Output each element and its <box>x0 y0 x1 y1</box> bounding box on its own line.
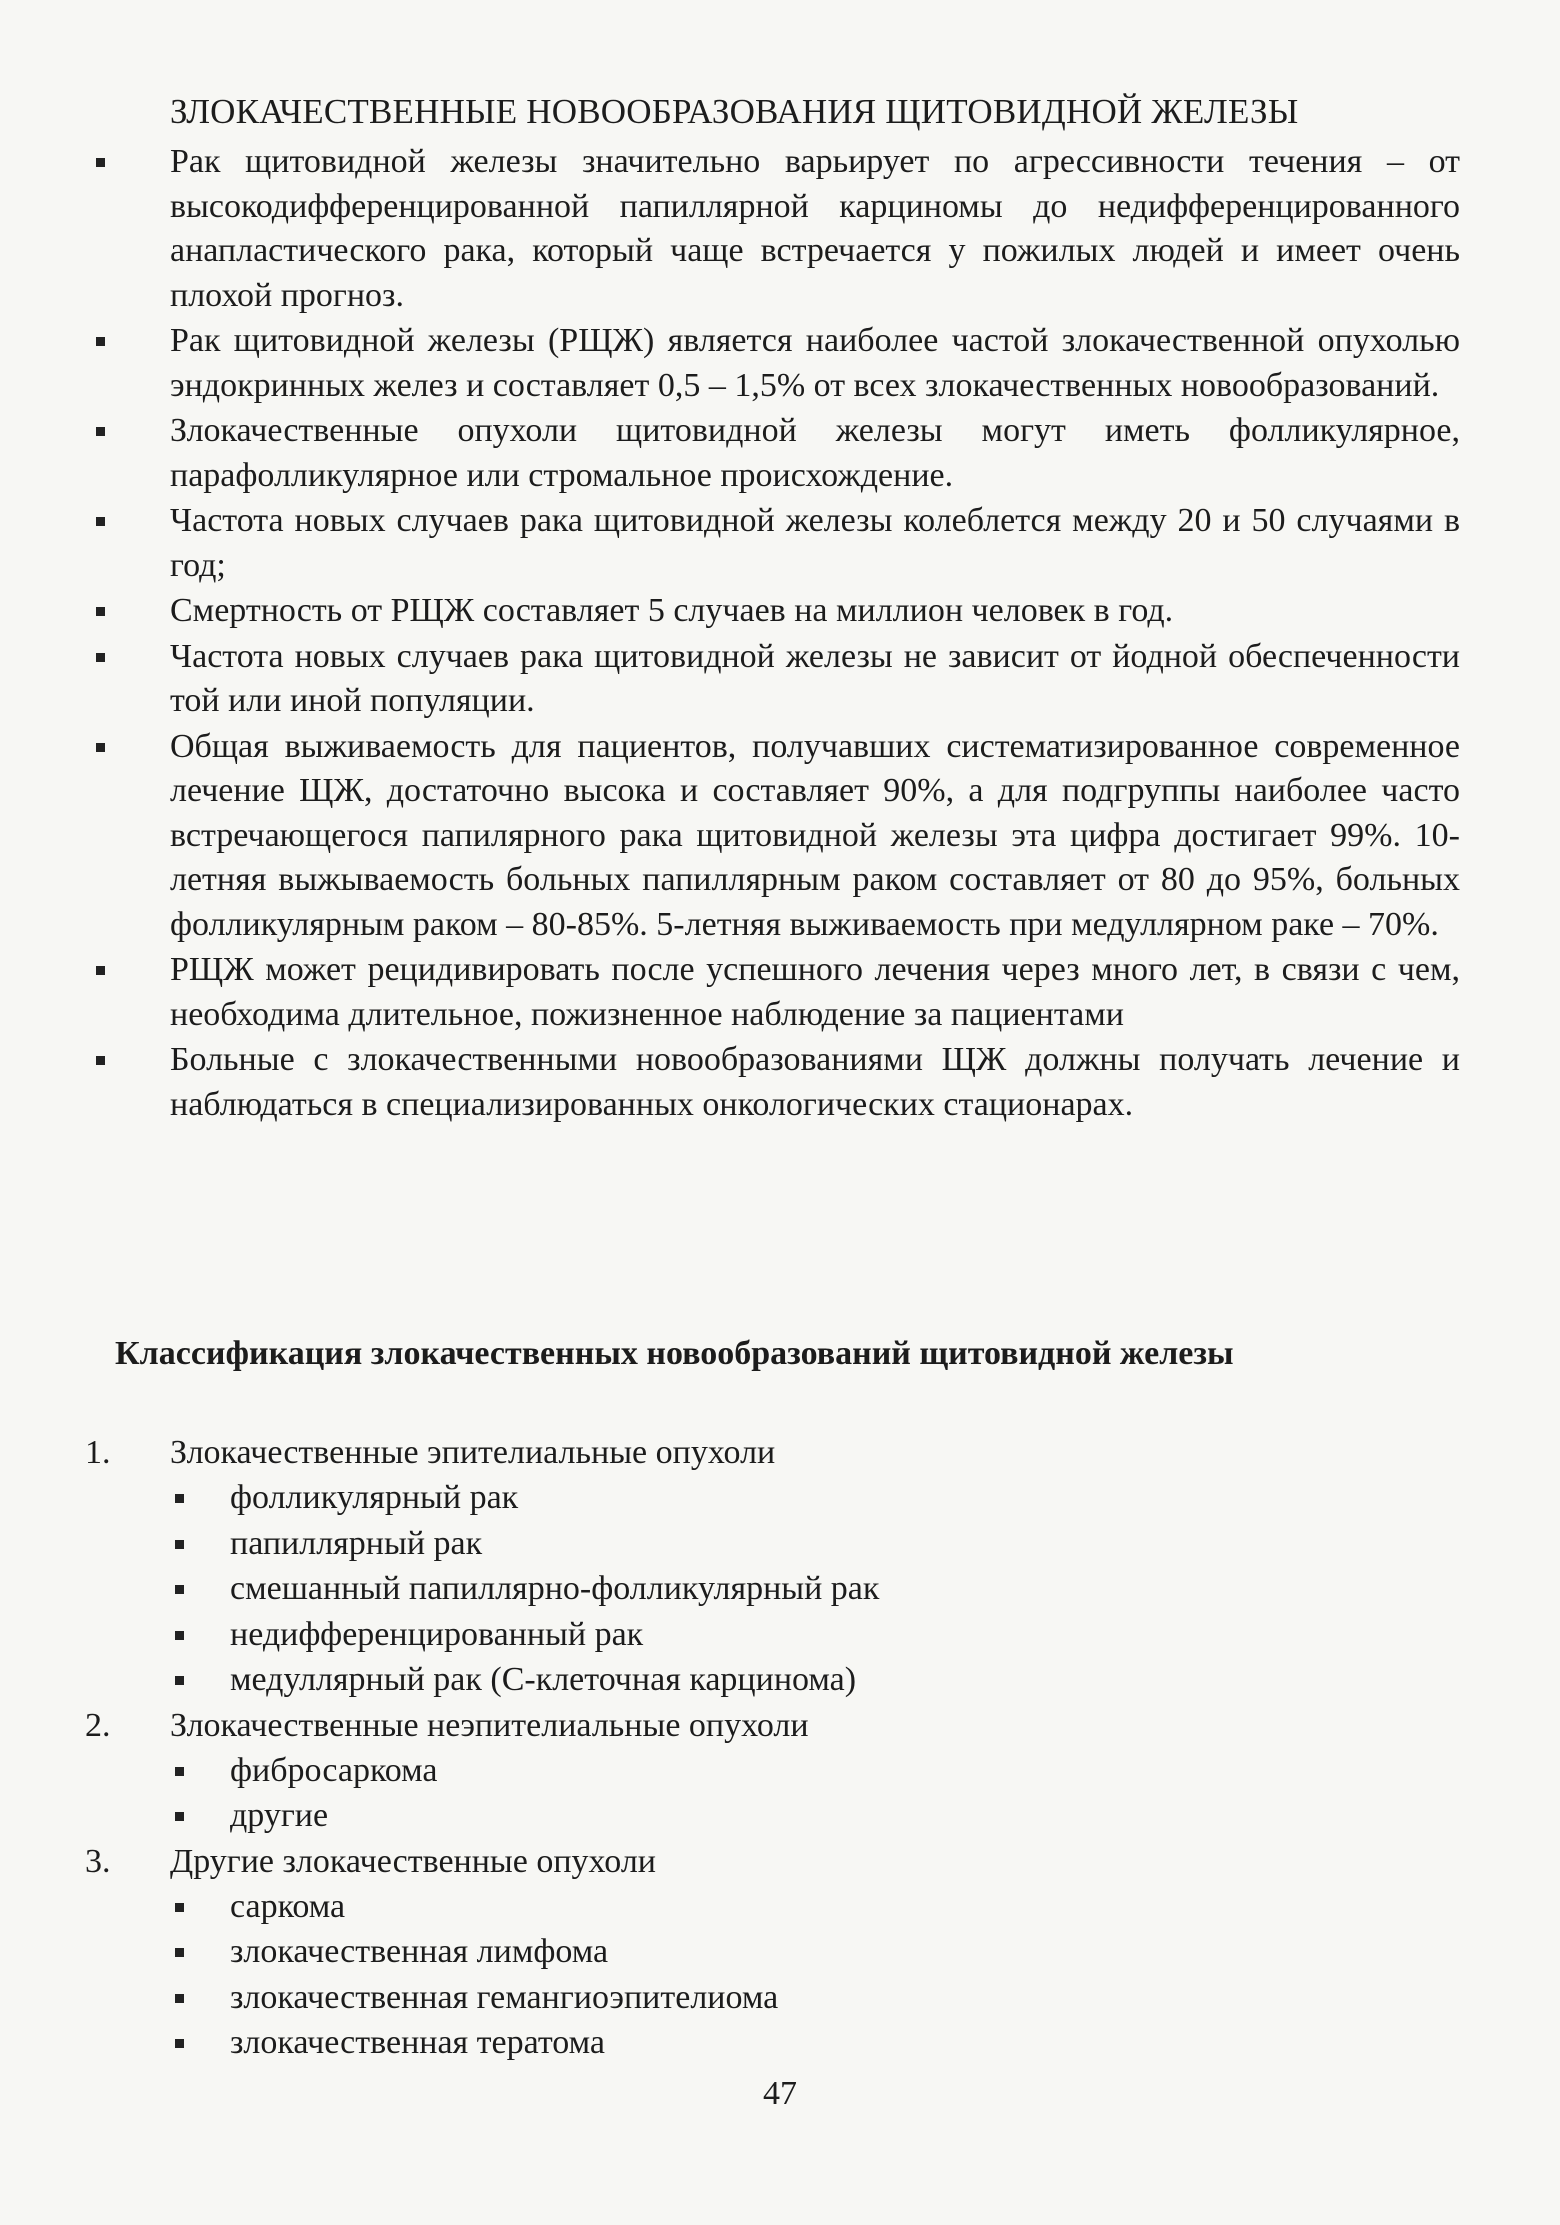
square-bullet-icon <box>175 2039 184 2048</box>
square-bullet-icon <box>96 1056 105 1065</box>
square-bullet-icon <box>175 1494 184 1503</box>
square-bullet-icon <box>96 743 105 752</box>
list-item <box>90 1038 1460 1127</box>
square-bullet-icon <box>175 1903 184 1912</box>
list-item <box>90 319 1460 408</box>
subtype-text: злокачественная лимфома <box>230 1933 609 1970</box>
list-item-text: Общая выживаемость для пациентов, получавших систематизированное современное лечение ЩЖ, достаточно высока и составляет 90%, а для подгруппы наиболее часто встречающегося папилярного рака щитовидной железы эта цифра достигает 99%. 10-летняя выжываемость больных папиллярным раком составляет от 80 до 95%, больных фолликулярным раком – 80-85%. 5-летняя выживаемость при медуллярном раке – 70%. <box>170 727 1460 943</box>
subtype-list <box>85 1475 1385 1703</box>
list-item <box>90 409 1460 498</box>
list-item <box>90 948 1460 1037</box>
facts-list <box>90 140 1460 1128</box>
square-bullet-icon <box>175 1585 184 1594</box>
subtype-list <box>85 1748 1385 1839</box>
square-bullet-icon <box>96 607 105 616</box>
group-label: Другие злокачественные опухоли <box>170 1842 656 1880</box>
square-bullet-icon <box>96 517 105 526</box>
subtype-text: папиллярный рак <box>230 1524 483 1562</box>
group-number: 2. <box>85 1706 111 1744</box>
list-item-text: Больные с злокачественными новообразованиями ЩЖ должны получать лечение и наблюдаться в специализированных онкологических стационарах. <box>170 1041 1460 1123</box>
page-number: 47 <box>763 2075 797 2112</box>
list-item <box>85 1748 1385 1794</box>
square-bullet-icon <box>175 1676 184 1685</box>
classification-group <box>85 1839 1385 2066</box>
subtype-text: фибросаркома <box>230 1751 438 1789</box>
square-bullet-icon <box>175 1631 184 1640</box>
classification-group <box>85 1430 1385 1703</box>
subtype-text: злокачественная тератома <box>230 2024 605 2061</box>
list-item <box>85 1929 1385 1975</box>
list-item <box>90 635 1460 724</box>
list-item <box>85 1975 1385 2021</box>
list-item-text: Частота новых случаев рака щитовидной железы колеблется между 20 и 50 случаями в год; <box>170 502 1460 584</box>
list-item <box>85 1657 1385 1703</box>
list-item <box>85 1566 1385 1612</box>
square-bullet-icon <box>175 1767 184 1776</box>
group-number: 1. <box>85 1434 111 1471</box>
subtype-text: другие <box>230 1797 329 1834</box>
subtype-text: недифференцированный рак <box>230 1615 644 1653</box>
subtype-text: злокачественная гемангиоэпителиома <box>230 1978 779 2016</box>
list-item <box>90 499 1460 588</box>
subtype-text: смешанный папиллярно-фолликулярный рак <box>230 1570 880 1607</box>
list-item-text: Смертность от РЩЖ составляет 5 случаев на миллион человек в год. <box>170 592 1174 629</box>
group-number: 3. <box>85 1842 111 1880</box>
subtype-list <box>85 1884 1385 2066</box>
list-item-text: Частота новых случаев рака щитовидной железы не зависит от йодной обеспеченности той или иной популяции. <box>170 637 1460 719</box>
square-bullet-icon <box>175 1994 184 2003</box>
list-item <box>85 2020 1385 2066</box>
square-bullet-icon <box>175 1540 184 1549</box>
list-item-text: Рак щитовидной железы (РЩЖ) является наиболее частой злокачественной опухолью эндокринных желез и составляет 0,5 – 1,5% от всех злокачественных новообразований. <box>170 322 1460 404</box>
list-item <box>90 589 1460 634</box>
list-item <box>90 140 1460 318</box>
classification-list <box>85 1430 1385 2066</box>
list-item <box>85 1612 1385 1658</box>
square-bullet-icon <box>96 337 105 346</box>
square-bullet-icon <box>175 1812 184 1821</box>
list-item-text: Рак щитовидной железы значительно варьирует по агрессивности течения – от высокодифференцированной папиллярной карциномы до недифференцированного анапластического рака, который чаще встречается у пожилых людей и имеет очень плохой прогноз. <box>170 143 1460 314</box>
square-bullet-icon <box>96 158 105 167</box>
group-label: Злокачественные эпителиальные опухоли <box>170 1434 776 1471</box>
subtype-text: саркома <box>230 1887 346 1925</box>
list-item <box>85 1793 1385 1839</box>
list-item-text: Злокачественные опухоли щитовидной железы могут иметь фолликулярное, парафолликулярное или стромальное происхождение. <box>170 412 1460 494</box>
page-title: ЗЛОКАЧЕСТВЕННЫЕ НОВООБРАЗОВАНИЯ ЩИТОВИДНОЙ ЖЕЛЕЗЫ <box>170 92 1299 131</box>
list-item-text: РЩЖ может рецидивировать после успешного лечения через много лет, в связи с чем, необходима длительное, пожизненное наблюдение за пациентами <box>170 951 1460 1033</box>
list-item <box>85 1475 1385 1521</box>
classification-group <box>85 1703 1385 1839</box>
group-label: Злокачественные неэпителиальные опухоли <box>170 1706 809 1744</box>
square-bullet-icon <box>96 427 105 436</box>
square-bullet-icon <box>96 966 105 975</box>
list-item <box>85 1884 1385 1930</box>
section-heading: Классификация злокачественных новообразований щитовидной железы <box>115 1335 1234 1372</box>
square-bullet-icon <box>175 1948 184 1957</box>
list-item <box>90 725 1460 948</box>
subtype-text: медуллярный рак (С-клеточная карцинома) <box>230 1661 857 1698</box>
list-item <box>85 1521 1385 1567</box>
square-bullet-icon <box>96 653 105 662</box>
subtype-text: фолликулярный рак <box>230 1479 519 1516</box>
